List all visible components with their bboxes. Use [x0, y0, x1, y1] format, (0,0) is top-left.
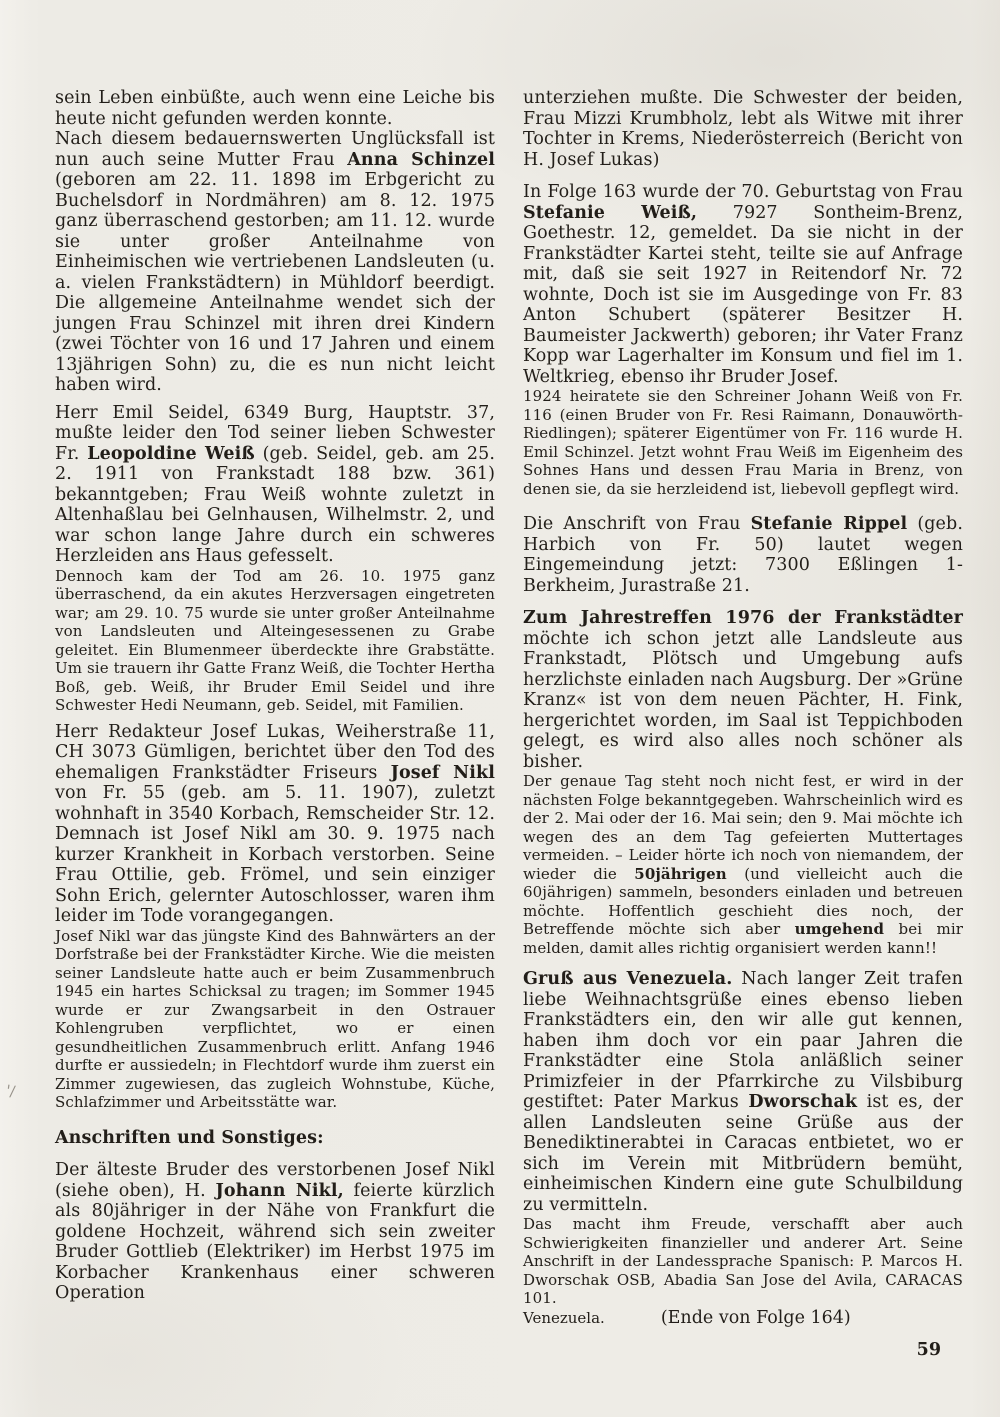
bold-text-run: Stefanie Weiß,: [523, 202, 698, 223]
paragraph-josef-nikl-obituary: [55, 722, 495, 927]
text-run: feierte kürzlich als 80jähriger in der Nähe von Frankfurt die goldene Hochzeit, während sich sein zweiter Bruder Gottlieb (Elektriker) im Herbst 1975 im Korbacher Krankenhaus einer schweren Operation: [55, 1180, 495, 1303]
left-column: [55, 88, 495, 1360]
paragraph-stefanie-weiss: [523, 182, 963, 387]
right-column: [523, 88, 963, 1360]
paragraph-continuation-krumbholz: [523, 88, 963, 170]
text-run: sein Leben einbüßte, auch wenn eine Leiche bis heute nicht gefunden werden konnte.: [55, 88, 495, 129]
paragraph-leopoldine-weiss-details: [55, 567, 495, 715]
paragraph-jahrestreffen-details: [523, 772, 963, 957]
paragraph-johann-nikl: [55, 1160, 495, 1304]
bold-text-run: Anna Schinzel: [347, 149, 495, 170]
paragraph-dworschak-address: [523, 1215, 963, 1308]
bold-text-run: Johann Nikl,: [215, 1180, 344, 1201]
bold-text-run: Leopoldine Weiß: [87, 443, 255, 464]
text-run: möchte ich schon jetzt alle Landsleute aus Frankstadt, Plötsch und Umgebung aufs herzlichste einladen nach Augsburg. Der »Grüne Kranz« ist von dem neuen Pächter, H. Fink, hergerichtet worden, im Saal ist Teppichboden gelegt, es wird also alles noch schöner als bisher.: [523, 628, 963, 772]
text-run: (geb. Seidel, geb. am 25. 2. 1911 von Frankstadt 188 bzw. 361) bekanntgeben; Frau Weiß wohnte zuletzt in Altenhaßlau bei Gelnhausen, Wilhelmstr. 2, und war schon lange Jahre durch ein schweres Herzleiden ans Haus gefesselt.: [55, 443, 495, 566]
text-run: Der älteste Bruder des verstorbenen Josef Nikl (siehe oben), H.: [55, 1160, 495, 1201]
text-run: (geb. Harbich von Fr. 50) lautet wegen Eingemeindung jetzt: 7300 Eßlingen 1-Berkheim, Jurastraße 21.: [523, 514, 963, 596]
text-run: bei mir melden, damit alles richtig organisiert werden kann!!: [523, 920, 963, 957]
text-run: Die Anschrift von Frau: [523, 514, 751, 534]
bold-text-run: umgehend: [794, 920, 885, 938]
text-run: In Folge 163 wurde der 70. Geburtstag von Frau: [523, 182, 963, 202]
text-run: Das macht ihm Freude, verschafft aber auch Schwierigkeiten finanzieller und anderer Art. Seine Anschrift in der Landessprache Spanisch: P. Marcos H. Dworschak OSB, Abadia San Jose del Avila, CARACAS 101.: [523, 1215, 963, 1307]
paragraph-jahrestreffen-1976: [523, 608, 963, 772]
text-run: ist es, der allen Landsleuten seine Grüße aus der Benediktinerabtei in Caracas entbietet, wo er sich im Verein mit Mitbrüdern bemüht, einheimischen Kindern eine gute Schulbildung zu vermitteln.: [523, 1092, 963, 1215]
text-run: Nach diesem bedauernswerten Unglücksfall ist nun auch seine Mutter Frau: [55, 129, 495, 170]
bold-text-run: Dworschak: [748, 1092, 858, 1112]
paragraph-continuation-leiche: [55, 88, 495, 129]
paragraph-anna-schinzel-obituary: [55, 129, 495, 396]
bold-text-run: Zum Jahrestreffen 1976 der Frankstädter: [523, 608, 963, 628]
paragraph-leopoldine-weiss-obituary: [55, 403, 495, 567]
text-run: (geboren am 22. 11. 1898 im Erbgericht zu Buchelsdorf in Nordmähren) am 8. 12. 1975 ganz überraschend gestorben; am 11. 12. wurde sie unter großer Anteilnahme von Einheimischen wie vertriebenen Landsleuten (u. a. vielen Frankstädtern) in Mühldorf beerdigt. Die allgemeine Anteilnahme wendet sich der jungen Frau Schinzel mit ihren drei Kindern (zwei Töchter von 16 und 17 Jahren und einem 13jährigen Sohn) zu, die es nun nicht leicht haben wird.: [55, 170, 495, 395]
text-run: (und vielleicht auch die 60jährigen) sammeln, besonders einladen und betreuen möchte. Hoffentlich geschieht dies noch, der Betreffende möchte sich aber: [523, 864, 963, 938]
bold-text-run: Gruß aus Venezuela.: [523, 969, 733, 989]
text-run: Herr Emil Seidel, 6349 Burg, Hauptstr. 37, mußte leider den Tod seiner lieben Schwester Fr.: [55, 402, 495, 464]
end-of-issue-row: [523, 1308, 963, 1329]
handwritten-margin-mark: '/: [4, 1081, 17, 1101]
page-number: 59: [916, 1340, 941, 1360]
bold-text-run: Anschriften und Sonstiges:: [55, 1127, 324, 1148]
paragraph-gruss-aus-venezuela: [523, 969, 963, 1215]
text-run: 7927 Sontheim-Brenz, Goethestr. 12, gemeldet. Da sie nicht in der Frankstädter Kartei steht, teilte sie auf Anfrage mit, daß sie seit 1927 in Reitendorf Nr. 72 wohnte, Doch ist sie im Ausgedinge von Fr. 83 Anton Schubert (späterer Besitzer H. Baumeister Jackwerth) geboren; ihr Vater Franz Kopp war Lagerhalter im Konsum und fiel im 1. Weltkrieg, ebenso ihr Bruder Josef.: [523, 202, 963, 387]
text-run: Josef Nikl war das jüngste Kind des Bahnwärters an der Dorfstraße bei der Frankstädter Kirche. Wie die meisten seiner Landsleute hatte auch er beim Zusammenbruch 1945 ein hartes Schicksal zu tragen; im Sommer 1945 wurde er zur Zwangsarbeit in den Ostrauer Kohlengruben verpflichtet, wo er einen gesundheitlichen Zusammenbruch erlitt. Anfang 1946 durfte er aussiedeln; in Flechtdorf wurde ihm zuerst ein Zimmer zugewiesen, das zugleich Wohnstube, Küche, Schlafzimmer und Arbeitsstätte war.: [55, 926, 495, 1111]
text-run: Herr Redakteur Josef Lukas, Weiherstraße 11, CH 3073 Gümligen, berichtet über den Tod des ehemaligen Frankstädter Friseurs: [55, 721, 495, 783]
paragraph-stefanie-rippel-address: [523, 514, 963, 596]
bold-text-run: Josef Nikl: [390, 762, 495, 783]
venezuela-text: Venezuela.: [523, 1308, 605, 1327]
paragraph-stefanie-weiss-details: [523, 387, 963, 498]
end-of-issue-note: (Ende von Folge 164): [660, 1307, 851, 1328]
two-column-text-area: [55, 88, 963, 1360]
text-run: 1924 heiratete sie den Schreiner Johann Weiß von Fr. 116 (einen Bruder von Fr. Resi Raimann, Donauwörth-Riedlingen); späterer Eigentümer von Fr. 116 wurde H. Emil Schinzel. Jetzt wohnt Frau Weiß im Eigenheim des Sohnes Hans und dessen Frau Maria in Brenz, von denen sie, da sie herzleidend ist, liebevoll gepflegt wird.: [523, 387, 963, 498]
text-run: von Fr. 55 (geb. am 5. 11. 1907), zuletzt wohnhaft in 3540 Korbach, Remscheider Str. 12. Demnach ist Josef Nikl am 30. 9. 1975 nach kurzer Krankheit in Korbach verstorben. Seine Frau Ottilie, geb. Frömel, und sein einziger Sohn Erich, gelernter Autoschlosser, waren ihm leider im Tode vorangegangen.: [55, 783, 495, 926]
paragraph-josef-nikl-details: [55, 927, 495, 1112]
bold-text-run: Stefanie Rippel: [750, 514, 908, 534]
text-run: Dennoch kam der Tod am 26. 10. 1975 ganz überraschend, da ein akutes Herzversagen eingetreten war; am 29. 10. 75 wurde sie unter großer Anteilnahme von Landsleuten und Alteingesessenen zu Grabe geleitet. Ein Blumenmeer überdeckte ihre Grabstätte. Um sie trauern ihr Gatte Franz Weiß, die Tochter Hertha Boß, geb. Weiß, ihr Bruder Emil Seidel und ihre Schwester Hedi Neumann, geb. Seidel, mit Familien.: [55, 566, 495, 714]
section-heading-anschriften: [55, 1128, 495, 1149]
text-run: Nach langer Zeit trafen liebe Weihnachtsgrüße eines ebenso lieben Frankstädters ein, den wir alle gut kennen, haben ihm doch vor ein paar Jahren die Frankstädter eine Stola anläßlich seiner Primizfeier in der Pfarrkirche zu Vilsbiburg gestiftet: Pater Markus: [523, 969, 963, 1112]
text-run: Der genaue Tag steht noch nicht fest, er wird in der nächsten Folge bekanntgegeben. Wahrscheinlich wird es der 2. Mai oder der 16. Mai sein; den 9. Mai möchte ich wegen des an dem Tag gefeierten Muttertages vermeiden. – Leider hörte ich noch von niemandem, der wieder die: [523, 772, 963, 883]
text-run: unterziehen mußte. Die Schwester der beiden, Frau Mizzi Krumbholz, lebt als Witwe mit ihrer Tochter in Krems, Niederösterreich (Bericht von H. Josef Lukas): [523, 88, 963, 170]
bold-text-run: 50jährigen: [634, 864, 727, 883]
